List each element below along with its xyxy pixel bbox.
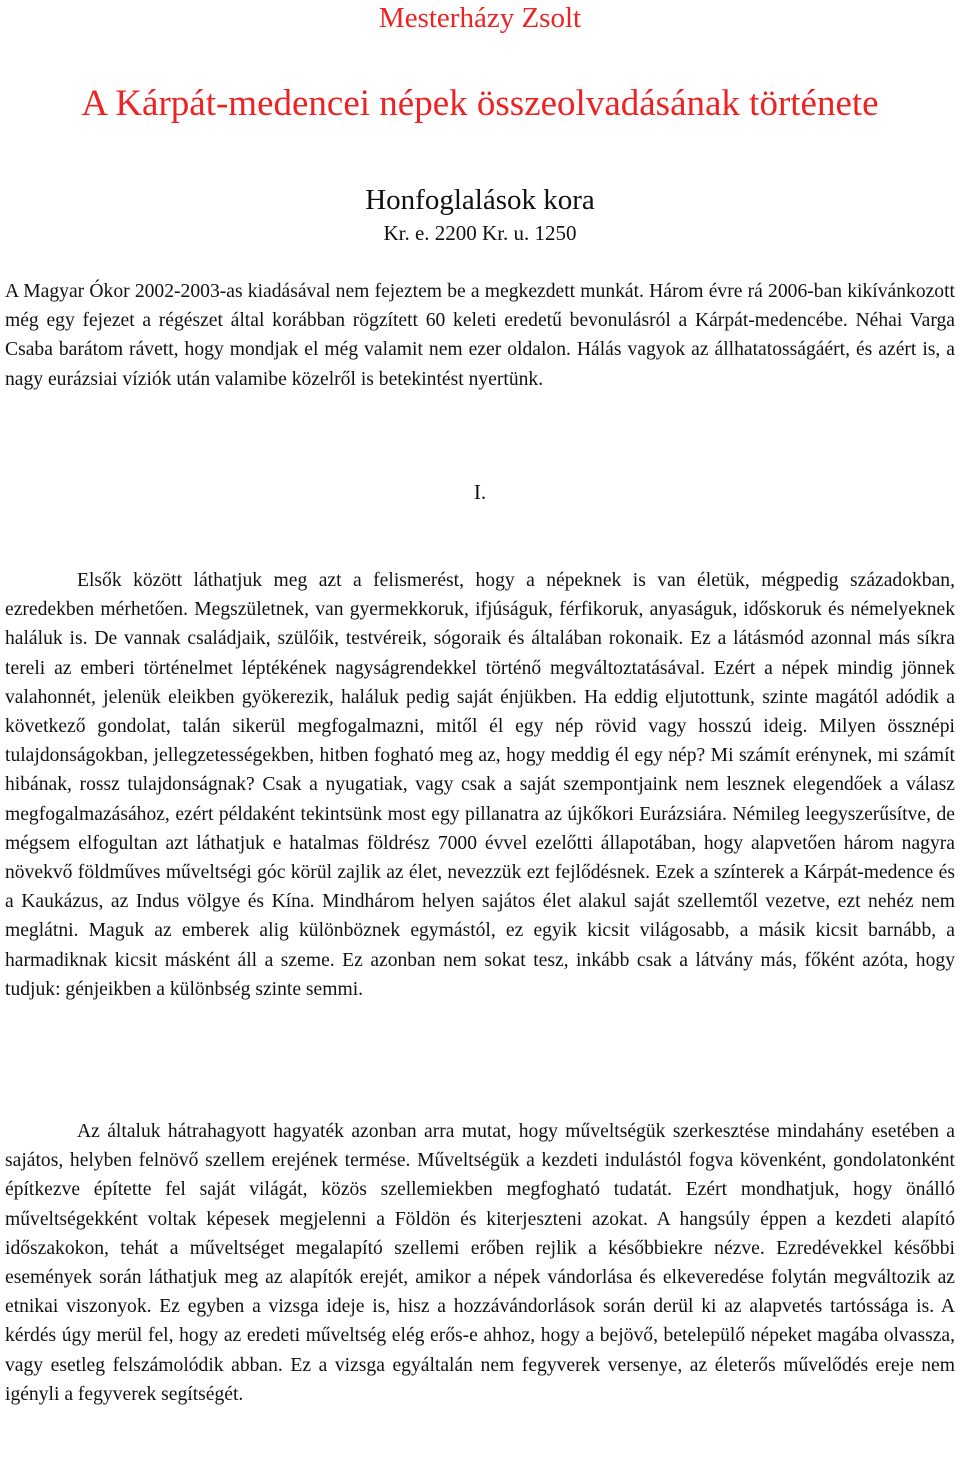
date-range: Kr. e. 2200 Kr. u. 1250 (383, 221, 577, 245)
body-paragraph: Az általuk hátrahagyott hagyaték azonban arra mutat, hogy műveltségük szerkesztése mindahány esetében a sajátos, helyben felnövő szellem erejének termése. Műveltségük a kezdeti indulástól fogva kövenként, gondolatonként építkezve építette fel saját világát, közös szellemiekben megfogható tudatát. Ezért mondhatjuk, hogy önálló műveltségekként voltak képesek megjelenni a Földön és kiterjeszteni azokat. A hangsúly éppen a kezdeti alapító időszakokon, tehát a műveltséget megalapító szellemi erőben rejlik a későbbiekre nézve. Ezredévekkel későbbi események során láthatjuk meg az alapítók erejét, amikor a népek vándorlása és elkeveredése folytán megváltozik az etnikai viszonyok. Ez egyben a vizsga ideje is, hisz a hozzávándorlások során derül ki az alapvetés tartóssága is. A kérdés úgy merül fel, hogy az eredeti műveltség elég erős-e ahhoz, hogy a bejövő, betelepülő népeket magába olvassza, vagy esetleg felszámolódik abban. Ez a vizsga egyáltalán nem fegyverek versenye, az életerős művelődés ereje nem igényli a fegyverek segítségét. (5, 1121, 955, 1405)
body-paragraph: Elsők között láthatjuk meg azt a felismerést, hogy a népeknek is van életük, mégpedig századokban, ezredekben mérhetően. Megszületnek, van gyermekkoruk, ifjúságuk, férfikoruk, anyaságuk, időskoruk és némelyeknek haláluk is. De vannak családjaik, szülőik, testvéreik, sógoraik és általában rokonaik. Ez a látásmód azonnal más síkra tereli az emberi történelmet léptékének nagyságrendekkel történő megváltoztatásával. Ezért a népek mindig jönnek valahonnét, jelenük eleikben gyökerezik, haláluk pedig saját énjükben. Ha eddig eljutottunk, szinte magától adódik a következő gondolat, talán sikerül megfogalmazni, mitől él egy nép rövid vagy hosszú ideig. Milyen össznépi tulajdonságokban, jellegzetességekben, hitben fogható meg az, hogy meddig él egy nép? Mi számít erénynek, mi számít hibának, rossz tulajdonságnak? Csak a nyugatiak, vagy csak a saját szempontjaink nem lesznek elegendőek a válasz megfogalmazásához, ezért példaként tekintsünk most egy pillanatra az újkőkori Eurázsiára. Némileg leegyszerűsítve, de mégsem elfogultan azt láthatjuk e hatalmas földrész 7000 évvel ezelőtti állapotában, hogy alapvetően három nagyra növekvő földműves műveltségi góc körül zajlik az élet, nevezzük ezt fejlődésnek. Ezek a színterek a Kárpát-medence és a Kaukázus, az Indus völgye és Kína. Mindhárom helyen sajátos élet alakul saját szellemtől vezetve, ezt nehéz nem meglátni. Maguk az emberek alig különböznek egymástól, ez egyik kicsit világosabb, a másik kicsit barnább, a harmadiknak kicsit másként áll a szeme. Ez azonban nem sokat tesz, inkább csak a látvány más, főként azóta, hogy tudjuk: génjeikben a különbség szinte semmi. (5, 570, 955, 1000)
section-subtitle: Honfoglalások kora (365, 184, 595, 216)
author-name: Mesterházy Zsolt (378, 2, 582, 34)
document-title: A Kárpát-medencei népek összeolvadásának története (81, 83, 879, 124)
chapter-numeral: I. (473, 480, 487, 504)
intro-paragraph: A Magyar Ókor 2002-2003-as kiadásával nem fejeztem be a megkezdett munkát. Három évre rá 2006-ban kikívánkozott még egy fejezet a régészet által korábban rögzített 60 keleti eredetű bevonulásról a Kárpát-medencébe. Néhai Varga Csaba barátom rávett, hogy mondjak el még valamit nem ezer oldalon. Hálás vagyok az állhatatosságáért, és azért is, a nagy eurázsiai víziók után valamibe közelről is betekintést nyertünk. (5, 281, 955, 390)
